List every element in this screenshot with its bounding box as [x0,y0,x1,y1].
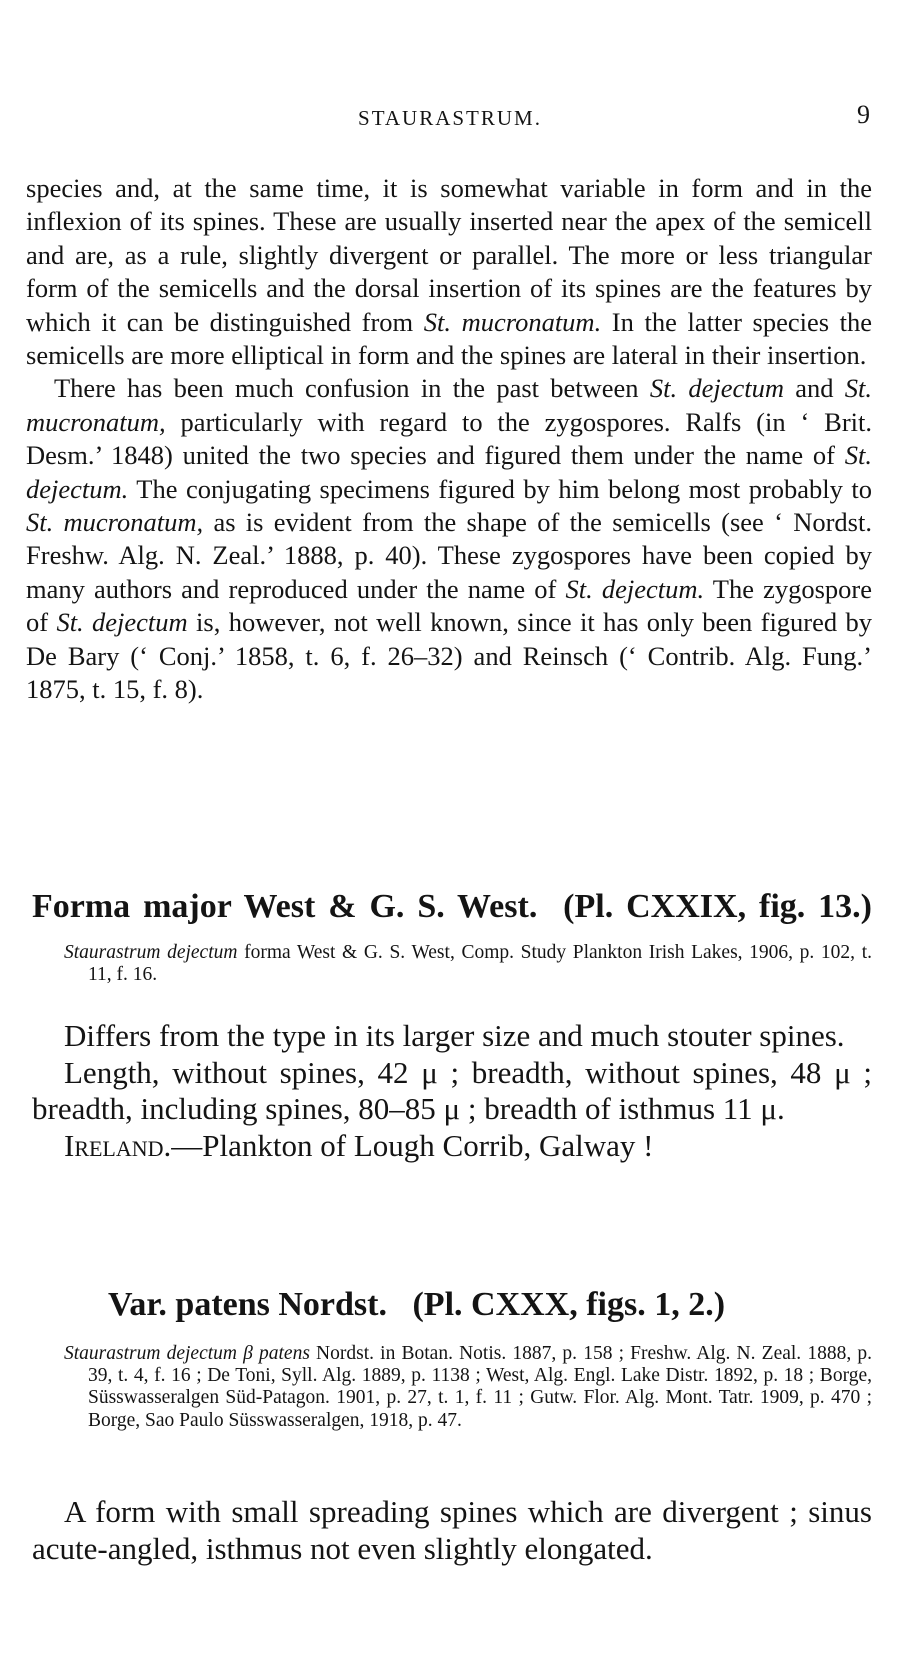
taxon-name: St. mucronatum, [26,507,204,538]
taxon-name: Staurastrum dejectum [64,942,238,963]
text-run: is, however, not well known, since it has only been figured by De Bary (‘ Conj.’ 1858, t. 6, f. 26–32) and Reinsch (‘ Contrib. Alg. Fung.’ 1875, t. 15, f. 8). [26,607,872,705]
var-patens-synonymy [64,1343,872,1432]
description-paragraph: A form with small spreading spines which are divergent ; sinus acute-angled, isthmus not even slightly elongated. [32,1494,872,1566]
country-name: Ireland. [64,1127,172,1163]
text-run: —Plankton of Lough Corrib, Galway ! [171,1127,654,1163]
text-run: Forma [32,888,144,925]
text-run: There has been much confusion in the past between [54,373,650,404]
taxon-name: St. dejectum. [565,573,705,604]
var-patens-description [32,1494,872,1567]
page-number: 9 [857,100,870,129]
taxon-name: St. dejectum [56,607,188,638]
locality-paragraph [32,1128,872,1165]
taxon-name: St. mucronatum. [423,306,602,337]
taxon-name: Staurastrum dejectum β patens [64,1343,310,1364]
body-text [26,172,872,707]
measurements-paragraph: Length, without spines, 42 μ ; breadth, without spines, 48 μ ; breadth, including spines, 80–85 μ ; breadth of isthmus 11 μ. [32,1054,872,1126]
running-title: STAURASTRUM. [358,106,542,130]
text-run: The conjugating specimens figured by him belong most probably to [128,473,872,504]
taxon-name: St. dejectum. [26,440,872,504]
text-run: In the latter species the semicells are more elliptical in form and the spines are lateral in their insertion. [26,306,873,371]
taxon-author: West & G. S. West. [231,888,538,925]
taxon-name: St. dejectum [649,373,784,404]
forma-major-heading [32,888,872,926]
forma-major-description [32,1018,872,1164]
discussion-paragraph [26,372,872,706]
text-run: as is evident from the shape of the semicells (see ‘ Nordst. Freshw. Alg. N. Zeal.’ 1888, p. 40). These zygospores have been copied by many authors and reproduced under the name of [26,507,872,604]
taxon-epithet: patens [175,1286,270,1323]
continuation-paragraph [26,172,872,372]
var-patens-heading [108,1286,725,1324]
taxon-name: St. mucronatum, [26,373,873,437]
text-run: and [783,373,845,404]
forma-major-synonymy [64,942,872,986]
text-run: forma West & G. S. West, Comp. Study Plankton Irish Lakes, 1906, p. 102, t. 11, f. 16. [88,942,872,986]
plate-reference: (Pl. CXXIX, fig. 13.) [563,888,873,925]
text-run: The zygospore of [26,573,872,638]
text-run: particularly with regard to the zygospores. Ralfs (in ‘ Brit. Desm.’ 1848) united the two species and figured them under the name of [26,406,872,471]
text-run: species and, at the same time, it is somewhat variable in form and in the inflexion of its spines. These are usually inserted near the apex of the semicell and are, as a rule, slightly divergent or parallel. The more or less triangular form of the semicells and the dorsal insertion of its spines are the features by which it can be distinguished from [26,173,872,337]
plate-reference: (Pl. CXXX, figs. 1, 2.) [412,1286,726,1323]
taxon-epithet: major [143,888,232,925]
taxon-author: Nordst. [269,1286,387,1323]
text-run: Nordst. in Botan. Notis. 1887, p. 158 ; Freshw. Alg. N. Zeal. 1888, p. 39, t. 4, f. 16 ; De Toni, Syll. Alg. 1889, p. 1138 ; West, Alg. Engl. Lake Distr. 1892, p. 18 ; Borge, Süsswasseralgen Süd-Patagon. 1901, p. 27, t. 1, f. 11 ; Gutw. Flor. Alg. Mont. Tatr. 1909, p. 470 ; Borge, Sao Paulo Süsswasseralgen, 1918, p. 47. [88,1343,872,1431]
text-run: Var. [108,1286,176,1323]
description-paragraph: Differs from the type in its larger size and much stouter spines. [64,1018,845,1053]
